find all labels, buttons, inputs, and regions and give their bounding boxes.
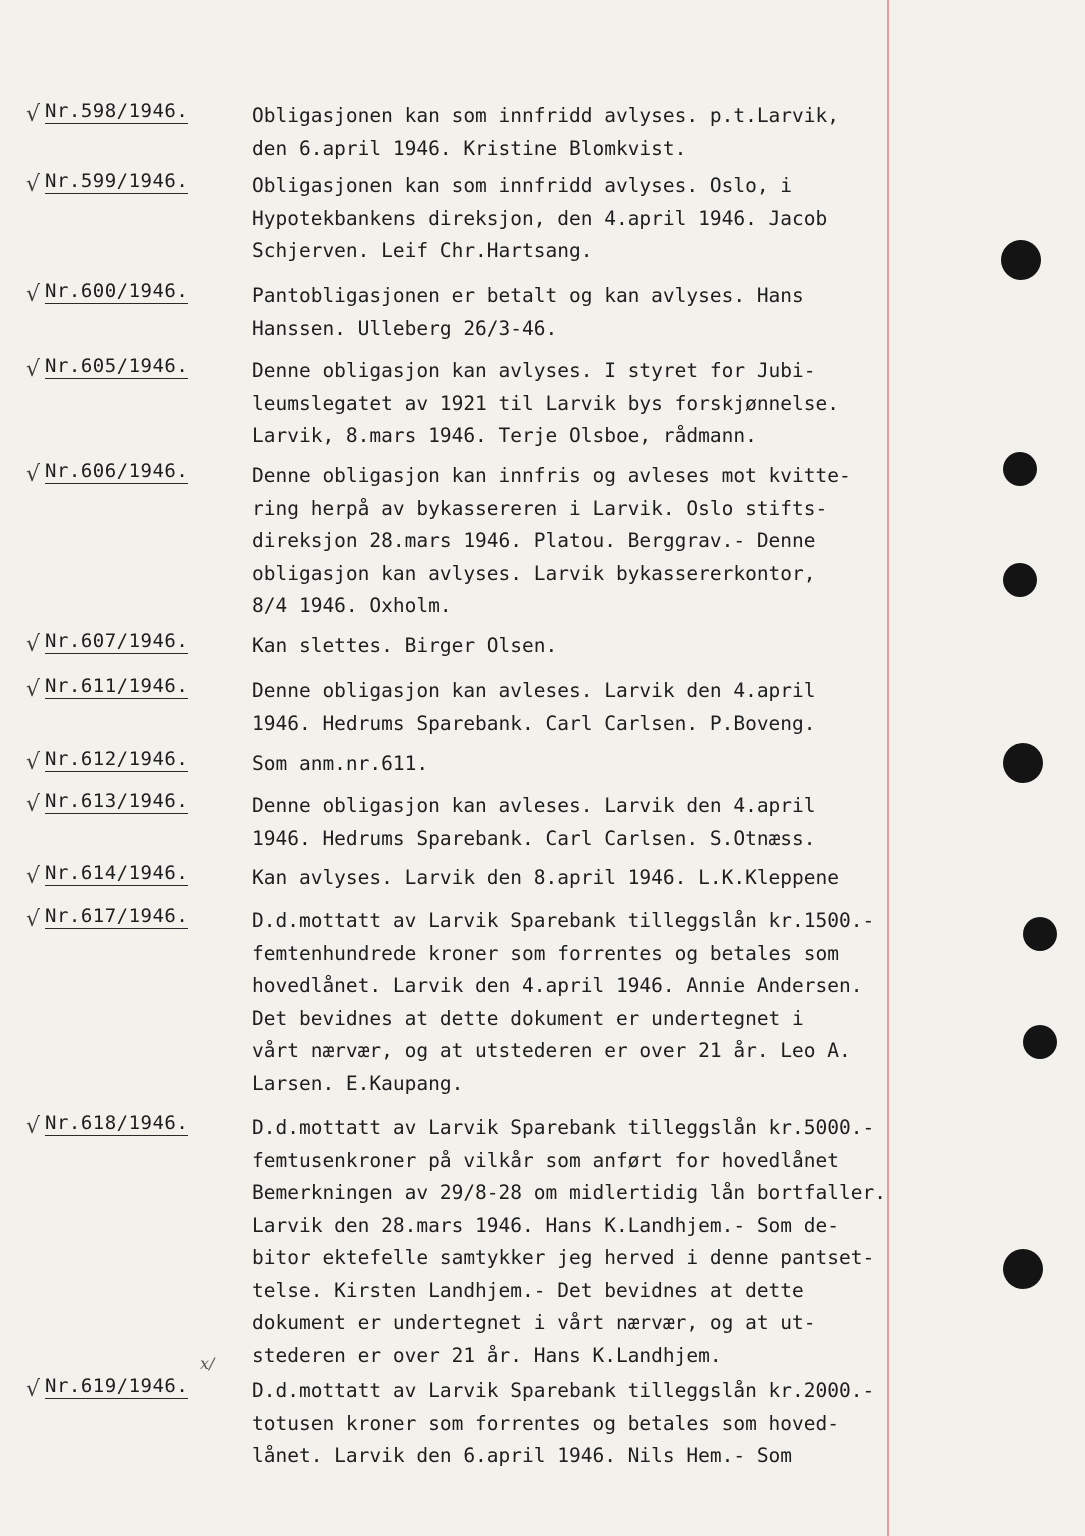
entry-text-line: Schjerven. Leif Chr.Hartsang. [252,239,593,262]
check-mark: √ [26,907,41,932]
entry-text-line: leumslegatet av 1921 til Larvik bys forskjønnelse. [252,391,839,415]
entry-text-line: Bemerkningen av 29/8-28 om midlertidig lån bortfaller. [252,1181,886,1204]
entry-text-line: Larvik, 8.mars 1946. Terje Olsboe, rådmann. [252,424,757,447]
punch-hole [1003,743,1043,783]
entry-text-line: dokument er undertegnet i vårt nærvær, og at ut- [252,1311,816,1334]
entry-text-line: Pantobligasjonen er betalt og kan avlyses. Hans [252,284,804,307]
entry-text [252,905,874,1100]
entry-text-line: Denne obligasjon kan avleses. Larvik den 4.april [252,794,816,817]
entry-number: Nr.618/1946. [45,1112,189,1134]
entry-number: Nr.611/1946. [45,675,189,697]
entry-text-line: Obligasjonen kan som innfridd avlyses. p.t.Larvik, [252,104,839,127]
check-mark: √ [26,357,41,382]
entry-text [252,170,827,268]
entry-text-line: totusen kroner som forrentes og betales som hoved- [252,1411,839,1435]
entry-text [252,630,557,663]
entry-text [252,748,428,781]
punch-hole [1023,917,1057,951]
entry-text [252,280,804,345]
entry-text-line: den 6.april 1946. Kristine Blomkvist. [252,136,687,160]
entry-text [252,1112,886,1372]
punch-hole [1003,1249,1043,1289]
punch-hole [1023,1025,1057,1059]
entry-number: Nr.598/1946. [45,100,189,122]
entry-text-line: ring herpå av bykassereren i Larvik. Oslo stifts- [252,496,828,520]
punch-hole [1003,452,1037,486]
entry-text-line: Hypotekbankens direksjon, den 4.april 1946. Jacob [252,206,828,230]
entry-number: Nr.617/1946. [45,905,189,927]
check-mark: √ [26,172,41,197]
entry-text-line: femtusenkroner på vilkår som anført for hovedlånet [252,1148,839,1172]
entry-text-line: telse. Kirsten Landhjem.- Det bevidnes at dette [252,1278,804,1302]
entry-text-line: Det bevidnes at dette dokument er undertegnet i [252,1006,804,1030]
entry-text-line: Kan slettes. Birger Olsen. [252,634,558,657]
entry-number: Nr.600/1946. [45,280,189,302]
entry-text-line: D.d.mottatt av Larvik Sparebank tilleggslån kr.2000.- [252,1379,875,1402]
pencil-mark: x/ [200,1354,215,1373]
entry-text-line: Denne obligasjon kan avleses. Larvik den 4.april [252,679,816,702]
check-mark: √ [26,1114,41,1139]
check-mark: √ [26,1377,41,1402]
check-mark: √ [26,102,41,127]
punch-hole [1001,240,1041,280]
entry-text-line: Denne obligasjon kan innfris og avleses mot kvitte- [252,464,851,487]
entry-text-line: Obligasjonen kan som innfridd avlyses. Oslo, i [252,174,793,197]
entry-text-line: 1946. Hedrums Sparebank. Carl Carlsen. P.Boveng. [252,711,816,735]
entry-text-line: 1946. Hedrums Sparebank. Carl Carlsen. S.Otnæss. [252,826,816,850]
check-mark: √ [26,864,41,889]
entry-text-line: direksjon 28.mars 1946. Platou. Berggrav.- Denne [252,529,816,552]
punch-hole [1003,563,1037,597]
entry-number: Nr.606/1946. [45,460,189,482]
margin-line [887,0,889,1536]
entry-text [252,1375,874,1473]
entry-number: Nr.612/1946. [45,748,189,770]
entry-number: Nr.614/1946. [45,862,189,884]
entry-number: Nr.599/1946. [45,170,189,192]
entry-text-line: Hanssen. Ulleberg 26/3-46. [252,316,558,340]
entry-text-line: Larvik den 28.mars 1946. Hans K.Landhjem.- Som de- [252,1213,839,1237]
entry-number: Nr.619/1946. [45,1375,189,1397]
entry-text-line: lånet. Larvik den 6.april 1946. Nils Hem.- Som [252,1444,793,1467]
check-mark: √ [26,632,41,657]
entry-text-line: Som anm.nr.611. [252,752,429,775]
entry-text-line: obligasjon kan avlyses. Larvik bykassererkontor, [252,561,816,585]
entry-text [252,355,839,453]
entry-text-line: D.d.mottatt av Larvik Sparebank tilleggslån kr.5000.- [252,1116,875,1139]
check-mark: √ [26,792,41,817]
entry-number: Nr.607/1946. [45,630,189,652]
entry-text-line: femtenhundrede kroner som forrentes og betales som [252,941,839,965]
entry-text-line: bitor ektefelle samtykker jeg herved i denne pantset- [252,1246,875,1269]
check-mark: √ [26,282,41,307]
entry-text-line: Denne obligasjon kan avlyses. I styret for Jubi- [252,359,816,382]
entry-text [252,460,851,623]
entry-text [252,790,816,855]
check-mark: √ [26,750,41,775]
entry-text-line: Larsen. E.Kaupang. [252,1071,464,1095]
entry-text-line: stederen er over 21 år. Hans K.Landhjem. [252,1343,722,1367]
entry-text-line: Kan avlyses. Larvik den 8.april 1946. L.K.Kleppene [252,866,839,889]
entry-text-line: vårt nærvær, og at utstederen er over 21 år. Leo A. [252,1039,851,1062]
entry-text [252,675,816,740]
entry-number: Nr.613/1946. [45,790,189,812]
entry-text-line: D.d.mottatt av Larvik Sparebank tilleggslån kr.1500.- [252,909,875,932]
entry-text-line: 8/4 1946. Oxholm. [252,594,452,617]
entry-text [252,100,839,165]
entry-text [252,862,839,895]
check-mark: √ [26,677,41,702]
entry-text-line: hovedlånet. Larvik den 4.april 1946. Annie Andersen. [252,974,863,997]
check-mark: √ [26,462,41,487]
entry-number: Nr.605/1946. [45,355,189,377]
